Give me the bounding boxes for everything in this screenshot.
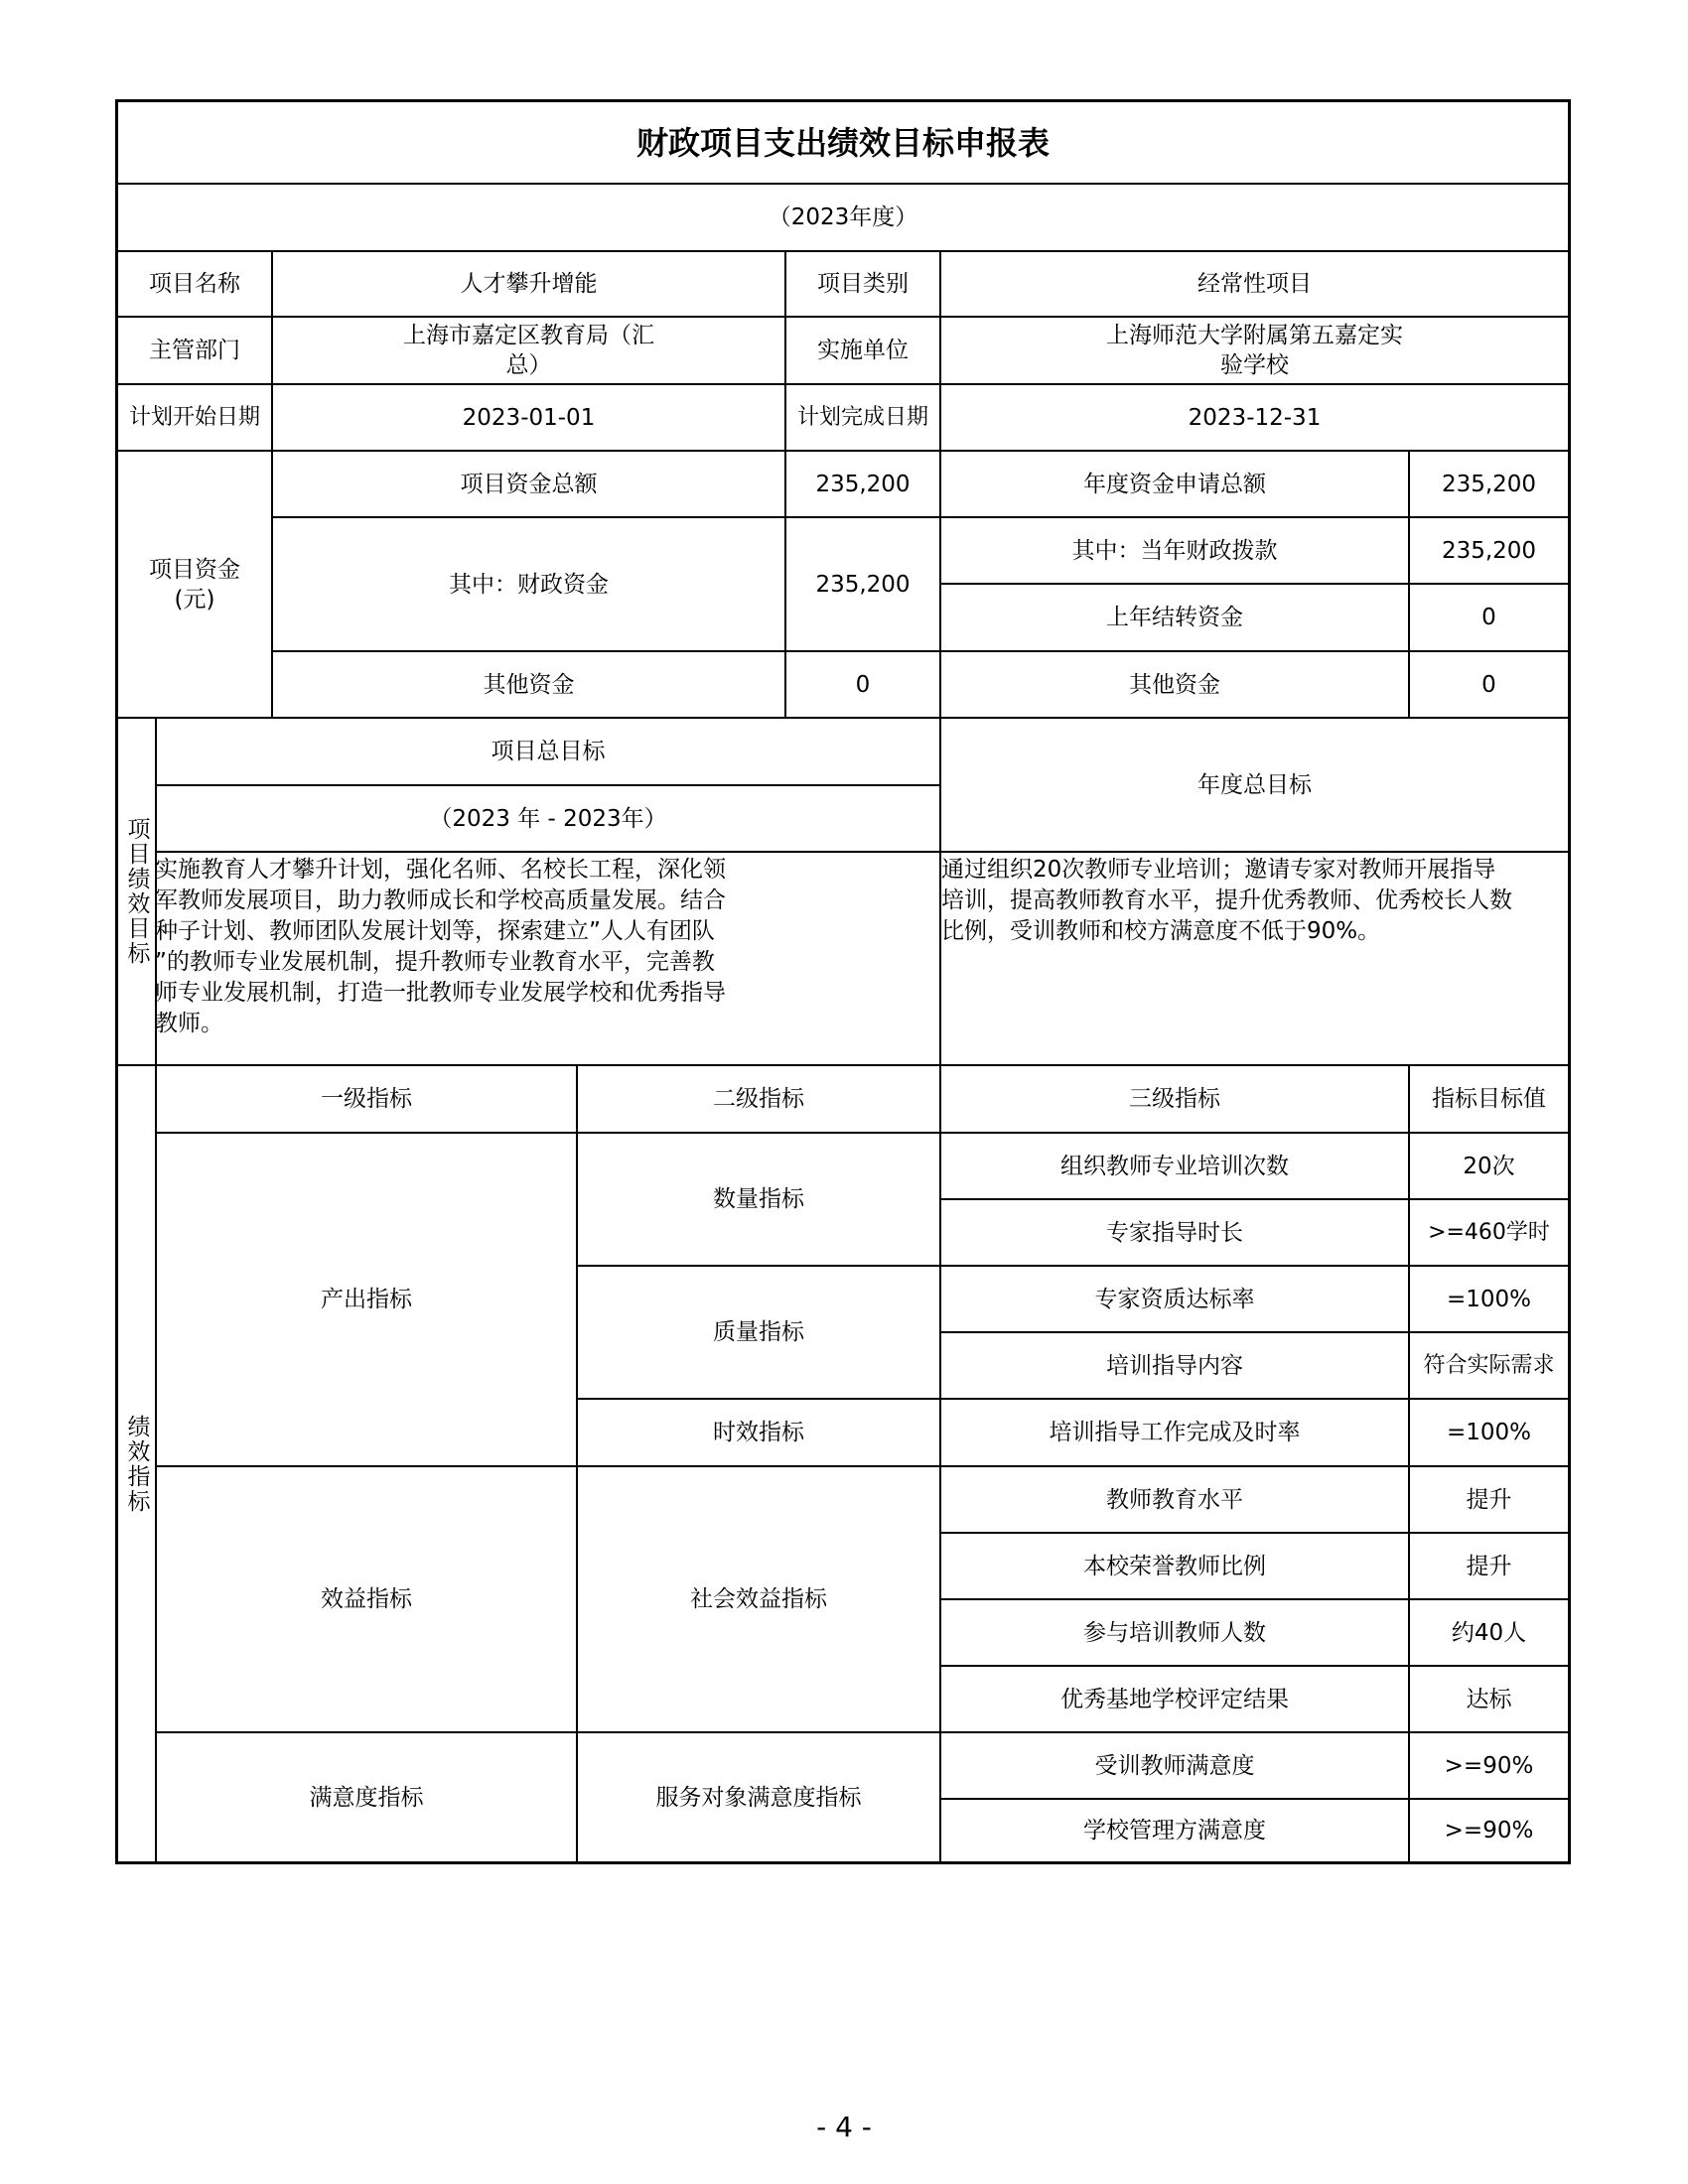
level2-timeliness: 时效指标 bbox=[713, 1420, 804, 1445]
page-number: - 4 - bbox=[816, 2111, 872, 2143]
annual-funds-value: 235,200 bbox=[1441, 471, 1537, 497]
header-level1: 一级指标 bbox=[321, 1086, 412, 1112]
header-level3: 三级指标 bbox=[1129, 1086, 1220, 1112]
fiscal-funds-label: 其中：财政资金 bbox=[449, 571, 609, 598]
indicator-row-value: 提升 bbox=[1466, 1486, 1512, 1513]
other-funds-label-2: 其他资金 bbox=[1129, 671, 1220, 698]
level1-satisfaction: 满意度指标 bbox=[309, 1784, 424, 1811]
indicator-row-value: 提升 bbox=[1466, 1553, 1512, 1579]
indicator-row-name: 受训教师满意度 bbox=[1094, 1752, 1255, 1779]
start-date-label: 计划开始日期 bbox=[128, 404, 260, 430]
indicator-row-name: 教师教育水平 bbox=[1106, 1486, 1243, 1513]
carryover-label: 上年结转资金 bbox=[1106, 605, 1243, 630]
indicator-row-name: 参与培训教师人数 bbox=[1083, 1619, 1266, 1646]
indicator-row-name: 培训指导工作完成及时率 bbox=[1049, 1420, 1301, 1445]
project-name-label: 项目名称 bbox=[149, 271, 240, 297]
total-funds-value: 235,200 bbox=[815, 471, 911, 497]
end-date-label: 计划完成日期 bbox=[796, 404, 928, 430]
dept-label: 主管部门 bbox=[149, 338, 240, 363]
report-year: （2023年度） bbox=[768, 205, 918, 230]
end-date-value: 2023-12-31 bbox=[1188, 404, 1322, 431]
indicator-row-value: >=90% bbox=[1444, 1752, 1534, 1779]
annual-goal-label: 年度总目标 bbox=[1197, 771, 1312, 798]
annual-funds-label: 年度资金申请总额 bbox=[1083, 471, 1266, 497]
funds-label: 项目资金(元) bbox=[149, 556, 240, 613]
indicator-row-value: 20次 bbox=[1463, 1153, 1515, 1179]
overall-goal-text: 实施教育人才攀升计划，强化名师、名校长工程，深化领 军教师发展项目，助力教师成长和学校高质量发展。结合 种子计划、教师团队发展计划等，探索建立”人人有团队 ”的教师专业发展机制，提升教师专业教育水平，完善教 师专业发展机制，打造一批教师专业发展学校和优秀指导 教师。 bbox=[155, 857, 726, 1036]
page-title: 财政项目支出绩效目标申报表 bbox=[635, 123, 1050, 162]
start-date-value: 2023-01-01 bbox=[462, 404, 596, 431]
indicator-row-name: 优秀基地学校评定结果 bbox=[1060, 1686, 1289, 1712]
project-name-value: 人才攀升增能 bbox=[460, 271, 598, 297]
indicator-row-value: =100% bbox=[1446, 1420, 1532, 1445]
indicator-row-name: 培训指导内容 bbox=[1106, 1352, 1243, 1379]
level2-social-benefit: 社会效益指标 bbox=[690, 1586, 827, 1612]
indicators-section-label: 绩效指标 bbox=[123, 1414, 150, 1514]
indicator-row-name: 学校管理方满意度 bbox=[1083, 1818, 1266, 1843]
project-type-label: 项目类别 bbox=[817, 271, 909, 297]
unit-label: 实施单位 bbox=[817, 338, 909, 363]
current-allocation-label: 其中：当年财政拨款 bbox=[1071, 537, 1278, 564]
dept-value: 上海市嘉定区教育局（汇总） bbox=[403, 323, 654, 378]
level1-output: 产出指标 bbox=[321, 1287, 412, 1312]
carryover-value: 0 bbox=[1481, 605, 1496, 630]
indicator-row-name: 本校荣誉教师比例 bbox=[1083, 1553, 1266, 1579]
indicator-row-value: 达标 bbox=[1466, 1686, 1512, 1712]
indicator-row-value: >=90% bbox=[1444, 1818, 1534, 1843]
other-funds-label: 其他资金 bbox=[483, 671, 575, 698]
level2-quality: 质量指标 bbox=[713, 1319, 804, 1345]
indicator-row-value: =100% bbox=[1446, 1286, 1532, 1312]
indicator-row-name: 组织教师专业培训次数 bbox=[1060, 1153, 1289, 1179]
goals-section-label: 项目绩效目标 bbox=[123, 817, 150, 966]
header-target: 指标目标值 bbox=[1432, 1086, 1546, 1112]
unit-value: 上海师范大学附属第五嘉定实验学校 bbox=[1106, 323, 1403, 378]
header-level2: 二级指标 bbox=[713, 1086, 804, 1112]
indicator-row-name: 专家资质达标率 bbox=[1094, 1286, 1255, 1312]
indicator-row-name: 专家指导时长 bbox=[1106, 1219, 1243, 1246]
level2-service-satisfaction: 服务对象满意度指标 bbox=[655, 1784, 862, 1811]
current-allocation-value: 235,200 bbox=[1441, 537, 1537, 564]
total-funds-label: 项目资金总额 bbox=[460, 471, 598, 497]
indicator-row-value: 符合实际需求 bbox=[1423, 1352, 1555, 1378]
fiscal-funds-value: 235,200 bbox=[815, 571, 911, 598]
indicator-row-value: 约40人 bbox=[1451, 1619, 1527, 1646]
level2-quantity: 数量指标 bbox=[713, 1186, 804, 1212]
project-type-value: 经常性项目 bbox=[1197, 271, 1312, 297]
other-funds-value: 0 bbox=[855, 671, 871, 698]
indicator-row-value: >=460学时 bbox=[1428, 1219, 1550, 1245]
level1-benefit: 效益指标 bbox=[321, 1586, 412, 1612]
other-funds-value-2: 0 bbox=[1481, 671, 1496, 698]
annual-goal-text: 通过组织20次教师专业培训；邀请专家对教师开展指导 培训，提高教师教育水平，提升优秀教师、优秀校长人数 比例，受训教师和校方满意度不低于90%。 bbox=[941, 857, 1512, 944]
overall-goal-period: （2023 年 - 2023年） bbox=[429, 805, 667, 832]
overall-goal-label: 项目总目标 bbox=[491, 739, 606, 764]
